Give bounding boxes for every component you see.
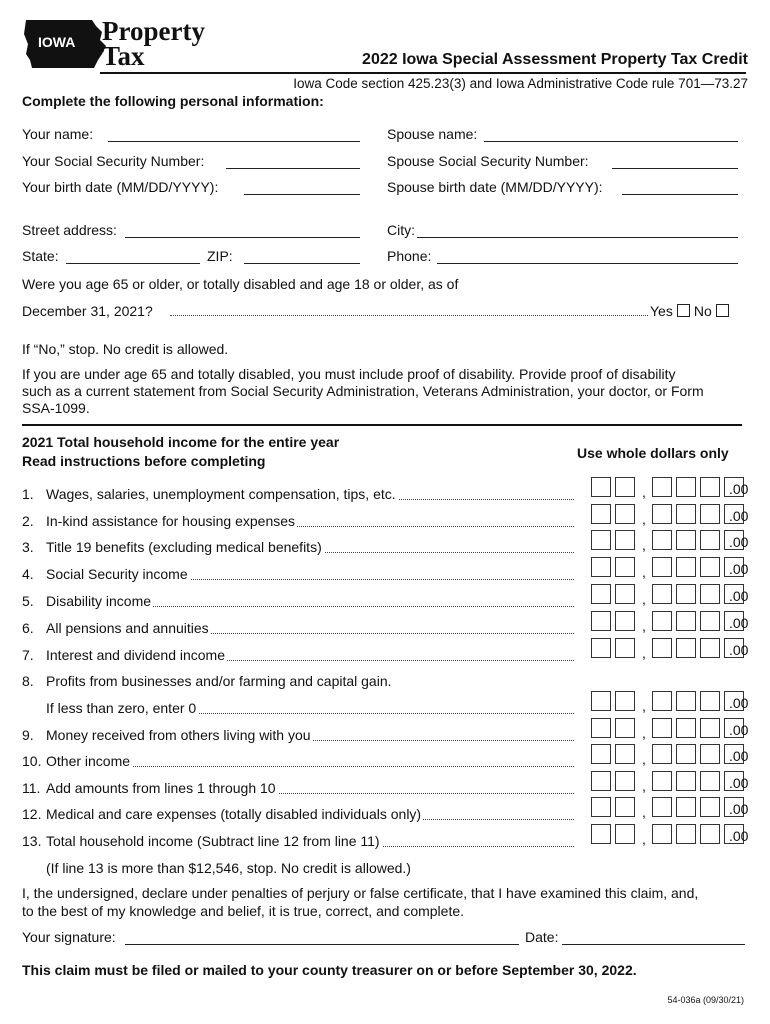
digit-box[interactable] bbox=[676, 530, 696, 550]
form-title: 2022 Iowa Special Assessment Property Tax Credit bbox=[362, 51, 748, 68]
digit-box[interactable] bbox=[652, 824, 672, 844]
your-name-label: Your name: bbox=[22, 126, 94, 142]
date-label: Date: bbox=[525, 929, 559, 945]
digit-box[interactable] bbox=[652, 744, 672, 764]
proof-text-line1: If you are under age 65 and totally disabled, you must include proof of disability. Provide proof of disability bbox=[22, 366, 676, 382]
income-line-label: Wages, salaries, unemployment compensation, tips, etc. bbox=[46, 486, 396, 502]
income-line-number: 12. bbox=[22, 806, 42, 822]
digit-box[interactable] bbox=[615, 638, 635, 658]
no-checkbox[interactable] bbox=[716, 304, 729, 317]
income-line-label: Total household income (Subtract line 12 from line 11) bbox=[46, 833, 380, 849]
digit-box[interactable] bbox=[700, 584, 720, 604]
thousands-separator: , bbox=[642, 725, 646, 741]
digit-box[interactable] bbox=[615, 771, 635, 791]
header-rule bbox=[100, 72, 746, 74]
your-birth-field[interactable] bbox=[244, 194, 360, 195]
digit-box[interactable] bbox=[700, 557, 720, 577]
cents-suffix: .00 bbox=[729, 828, 749, 844]
cents-suffix: .00 bbox=[729, 534, 749, 550]
cents-suffix: .00 bbox=[729, 508, 749, 524]
form-id: 54-036a (09/30/21) bbox=[667, 995, 744, 1005]
income-line-label: If less than zero, enter 0 bbox=[46, 700, 197, 716]
digit-box[interactable] bbox=[700, 744, 720, 764]
thousands-separator: , bbox=[642, 698, 646, 714]
digit-box[interactable] bbox=[676, 638, 696, 658]
street-label: Street address: bbox=[22, 222, 117, 238]
income-line-number: 7. bbox=[22, 647, 34, 663]
logo-title-tax: Tax bbox=[102, 41, 145, 71]
cents-suffix: .00 bbox=[729, 801, 749, 817]
income-line-label: Money received from others living with you bbox=[46, 727, 311, 743]
income-line-number: 11. bbox=[22, 780, 41, 796]
cents-suffix: .00 bbox=[729, 775, 749, 791]
zip-label: ZIP: bbox=[207, 248, 233, 264]
thousands-separator: , bbox=[642, 778, 646, 794]
income-line-number: 5. bbox=[22, 593, 34, 609]
signature-label: Your signature: bbox=[22, 929, 116, 945]
digit-box[interactable] bbox=[676, 744, 696, 764]
thousands-separator: , bbox=[642, 645, 646, 661]
digit-box[interactable] bbox=[700, 504, 720, 524]
thousands-separator: , bbox=[642, 751, 646, 767]
digit-box[interactable] bbox=[700, 477, 720, 497]
proof-text-line3: SSA-1099. bbox=[22, 400, 90, 416]
income-subheading: Read instructions before completing bbox=[22, 453, 266, 469]
cents-suffix: .00 bbox=[729, 642, 749, 658]
no-credit-notice: If “No,” stop. No credit is allowed. bbox=[22, 341, 229, 357]
cents-suffix: .00 bbox=[729, 561, 749, 577]
digit-box[interactable] bbox=[652, 584, 672, 604]
digit-box[interactable] bbox=[700, 718, 720, 738]
digit-box[interactable] bbox=[615, 718, 635, 738]
spouse-name-label: Spouse name: bbox=[387, 126, 478, 142]
digit-box[interactable] bbox=[615, 557, 635, 577]
your-ssn-label: Your Social Security Number: bbox=[22, 153, 205, 169]
digit-box[interactable] bbox=[591, 797, 611, 817]
spouse-ssn-label: Spouse Social Security Number: bbox=[387, 153, 589, 169]
digit-box[interactable] bbox=[652, 504, 672, 524]
income-line-number: 9. bbox=[22, 727, 34, 743]
digit-box[interactable] bbox=[591, 477, 611, 497]
digit-box[interactable] bbox=[615, 691, 635, 711]
digit-box[interactable] bbox=[676, 557, 696, 577]
digit-box[interactable] bbox=[700, 771, 720, 791]
cents-suffix: .00 bbox=[729, 615, 749, 631]
digit-box[interactable] bbox=[615, 584, 635, 604]
digit-box[interactable] bbox=[591, 824, 611, 844]
cents-suffix: .00 bbox=[729, 588, 749, 604]
income-line-label: Disability income bbox=[46, 593, 152, 609]
spouse-birth-field[interactable] bbox=[622, 194, 738, 195]
state-field[interactable] bbox=[66, 263, 200, 264]
declaration-line2: to the best of my knowledge and belief, it is true, correct, and complete. bbox=[22, 903, 465, 919]
yes-checkbox[interactable] bbox=[677, 304, 690, 317]
digit-box[interactable] bbox=[676, 477, 696, 497]
digit-box[interactable] bbox=[652, 797, 672, 817]
income-line-label: Medical and care expenses (totally disabled individuals only) bbox=[46, 806, 422, 822]
section-divider bbox=[22, 424, 742, 426]
digit-box[interactable] bbox=[652, 557, 672, 577]
digit-box[interactable] bbox=[591, 744, 611, 764]
income-line-label: Profits from businesses and/or farming and capital gain. bbox=[46, 673, 392, 689]
income-line-label: Social Security income bbox=[46, 566, 188, 582]
phone-field[interactable] bbox=[437, 263, 738, 264]
digit-box[interactable] bbox=[652, 611, 672, 631]
digit-box[interactable] bbox=[676, 718, 696, 738]
digit-box[interactable] bbox=[591, 530, 611, 550]
income-line-label: Interest and dividend income bbox=[46, 647, 225, 663]
digit-box[interactable] bbox=[615, 530, 635, 550]
eligibility-question-line2: December 31, 2021? bbox=[22, 303, 157, 319]
whole-dollars-note: Use whole dollars only bbox=[577, 445, 729, 461]
logo-state-text: IOWA bbox=[38, 34, 76, 50]
yes-label: Yes bbox=[650, 303, 673, 319]
income-line-number: 8. bbox=[22, 673, 34, 689]
digit-box[interactable] bbox=[615, 824, 635, 844]
logo-title-property: Property bbox=[102, 16, 205, 46]
digit-box[interactable] bbox=[700, 797, 720, 817]
line13-note: (If line 13 is more than $12,546, stop. No credit is allowed.) bbox=[46, 860, 411, 876]
digit-box[interactable] bbox=[652, 691, 672, 711]
date-field[interactable] bbox=[562, 944, 745, 945]
code-reference: Iowa Code section 425.23(3) and Iowa Administrative Code rule 701—73.27 bbox=[293, 76, 748, 91]
digit-box[interactable] bbox=[652, 477, 672, 497]
digit-box[interactable] bbox=[700, 530, 720, 550]
digit-box[interactable] bbox=[591, 718, 611, 738]
zip-field[interactable] bbox=[244, 263, 360, 264]
cents-suffix: .00 bbox=[729, 748, 749, 764]
digit-box[interactable] bbox=[591, 771, 611, 791]
thousands-separator: , bbox=[642, 591, 646, 607]
digit-box[interactable] bbox=[700, 691, 720, 711]
digit-box[interactable] bbox=[591, 638, 611, 658]
personal-info-heading: Complete the following personal information: bbox=[22, 93, 324, 109]
digit-box[interactable] bbox=[676, 691, 696, 711]
digit-box[interactable] bbox=[676, 797, 696, 817]
income-heading: 2021 Total household income for the entire year bbox=[22, 434, 340, 450]
income-line-label: In-kind assistance for housing expenses bbox=[46, 513, 296, 529]
your-birth-label: Your birth date (MM/DD/YYYY): bbox=[22, 179, 219, 195]
city-field[interactable] bbox=[417, 237, 738, 238]
digit-box[interactable] bbox=[652, 530, 672, 550]
state-label: State: bbox=[22, 248, 59, 264]
digit-box[interactable] bbox=[676, 824, 696, 844]
yes-no-group bbox=[650, 303, 733, 319]
digit-box[interactable] bbox=[615, 797, 635, 817]
filing-notice: This claim must be filed or mailed to your county treasurer on or before September 30, 2022. bbox=[22, 962, 637, 978]
your-name-field[interactable] bbox=[108, 141, 360, 142]
street-field[interactable] bbox=[125, 237, 360, 238]
spouse-birth-label: Spouse birth date (MM/DD/YYYY): bbox=[387, 179, 603, 195]
income-line-label: Other income bbox=[46, 753, 131, 769]
city-label: City: bbox=[387, 222, 415, 238]
income-line-number: 13. bbox=[22, 833, 42, 849]
digit-box[interactable] bbox=[676, 584, 696, 604]
spouse-name-field[interactable] bbox=[484, 141, 738, 142]
thousands-separator: , bbox=[642, 804, 646, 820]
no-label: No bbox=[693, 303, 712, 319]
thousands-separator: , bbox=[642, 831, 646, 847]
income-line-number: 2. bbox=[22, 513, 34, 529]
income-line-label: Title 19 benefits (excluding medical benefits) bbox=[46, 539, 322, 555]
digit-box[interactable] bbox=[652, 638, 672, 658]
income-line-label: Add amounts from lines 1 through 10 bbox=[46, 780, 276, 796]
digit-box[interactable] bbox=[676, 611, 696, 631]
digit-box[interactable] bbox=[591, 557, 611, 577]
cents-suffix: .00 bbox=[729, 695, 749, 711]
digit-box[interactable] bbox=[615, 611, 635, 631]
phone-label: Phone: bbox=[387, 248, 432, 264]
cents-suffix: .00 bbox=[729, 722, 749, 738]
thousands-separator: , bbox=[642, 537, 646, 553]
cents-suffix: .00 bbox=[729, 481, 749, 497]
digit-box[interactable] bbox=[591, 691, 611, 711]
thousands-separator: , bbox=[642, 618, 646, 634]
digit-box[interactable] bbox=[652, 718, 672, 738]
thousands-separator: , bbox=[642, 511, 646, 527]
digit-box[interactable] bbox=[676, 504, 696, 524]
digit-box[interactable] bbox=[591, 584, 611, 604]
digit-box[interactable] bbox=[700, 638, 720, 658]
proof-text-line2: such as a current statement from Social Security Administration, Veterans Administration, your doctor, or Form bbox=[22, 383, 704, 399]
eligibility-leader-dots bbox=[170, 315, 648, 316]
income-line-number: 3. bbox=[22, 539, 34, 555]
income-line-number: 10. bbox=[22, 753, 42, 769]
digit-box[interactable] bbox=[652, 771, 672, 791]
digit-box[interactable] bbox=[676, 771, 696, 791]
digit-box[interactable] bbox=[615, 744, 635, 764]
income-line-number: 6. bbox=[22, 620, 34, 636]
digit-box[interactable] bbox=[591, 611, 611, 631]
digit-box[interactable] bbox=[700, 824, 720, 844]
digit-box[interactable] bbox=[700, 611, 720, 631]
declaration-line1: I, the undersigned, declare under penalties of perjury or false certificate, that I have examined this claim, and, bbox=[22, 885, 699, 901]
your-ssn-field[interactable] bbox=[226, 168, 360, 169]
income-line-label: All pensions and annuities bbox=[46, 620, 209, 636]
digit-box[interactable] bbox=[615, 504, 635, 524]
digit-box[interactable] bbox=[615, 477, 635, 497]
eligibility-question-line1: Were you age 65 or older, or totally disabled and age 18 or older, as of bbox=[22, 276, 459, 292]
digit-box[interactable] bbox=[591, 504, 611, 524]
income-line-number: 4. bbox=[22, 566, 34, 582]
signature-field[interactable] bbox=[125, 944, 519, 945]
income-line-number: 1. bbox=[22, 486, 34, 502]
thousands-separator: , bbox=[642, 564, 646, 580]
iowa-logo bbox=[22, 16, 222, 74]
spouse-ssn-field[interactable] bbox=[612, 168, 738, 169]
thousands-separator: , bbox=[642, 484, 646, 500]
